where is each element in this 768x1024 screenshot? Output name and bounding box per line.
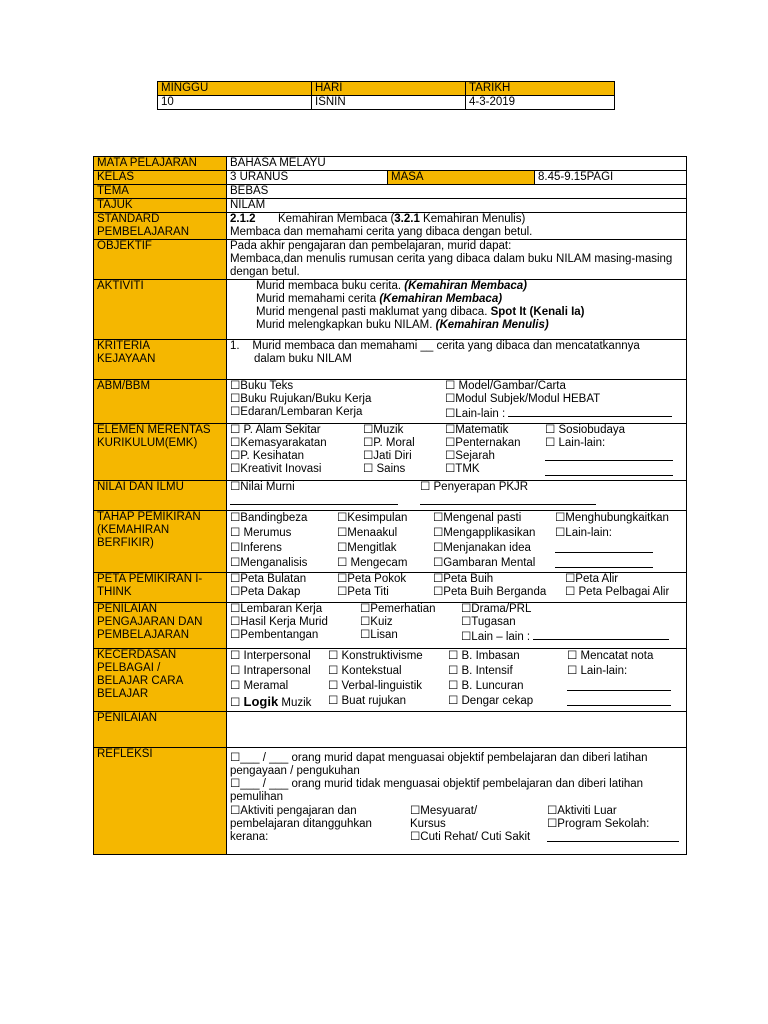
tahap-option[interactable]: ☐Lain-lain: [555,527,612,539]
label-tajuk: TAJUK [94,199,227,213]
label-kecerdasan-4: BELAJAR [97,688,149,700]
label-kriteria-2: KEJAYAAN [97,353,156,365]
tahap-blank-line [555,557,669,572]
value-peta [227,573,687,603]
tahap-option[interactable]: ☐Mengitlak [337,542,397,554]
emk-option[interactable]: ☐ Sosiobudaya [545,424,626,436]
label-objektif: OBJEKTIF [94,240,227,280]
refleksi-option[interactable]: ☐Aktiviti Luar [547,805,617,817]
label-kecerdasan-3: BELAJAR CARA [97,675,184,687]
emk-option[interactable]: ☐TMK [445,463,480,475]
kecerdasan-option[interactable]: ☐ Intrapersonal [230,665,311,677]
aktiviti-item: 2. Murid memahami cerita (Kemahiran Membaca) [256,293,683,306]
peta-option[interactable]: ☐Peta Buih Berganda [433,586,547,598]
kriteria-line-2: dalam buku NILAM [254,353,352,365]
kecerdasan-option[interactable]: ☐ Kontekstual [328,665,402,677]
tahap-option[interactable]: ☐Inferens [230,542,282,554]
kecerdasan-option[interactable]: ☐ Konstruktivisme [328,650,423,662]
nilai-blank-line [230,494,420,509]
abm-option[interactable]: ☐ Model/Gambar/Carta [445,380,566,392]
nilai-option[interactable]: ☐Nilai Murni [230,481,295,493]
penilaian-pdp-option[interactable]: ☐Pembentangan [230,629,319,641]
value-abm [227,380,687,424]
refleksi-option[interactable]: ☐Aktiviti pengajaran dan [230,805,357,817]
label-penilaian-pdp-1: PENILAIAN [97,603,158,615]
kecerdasan-option[interactable]: ☐ Logik Muzik [230,695,312,709]
value-tahap [227,511,687,573]
kriteria-line-1: 1. Murid membaca dan memahami __ cerita yang dibaca dan mencatatkannya [230,340,640,352]
peta-option[interactable]: ☐Peta Buih [433,573,494,585]
tahap-option[interactable]: ☐Menghubungkaitkan [555,512,669,524]
label-standard-1: STANDARD [97,213,160,225]
tahap-blank-line [555,542,669,557]
penilaian-pdp-option[interactable]: ☐Lembaran Kerja [230,603,323,615]
value-emk [227,424,687,481]
aktiviti-list [230,280,683,332]
label-peta-1: PETA PEMIKIRAN I- [97,573,203,585]
refleksi-option[interactable]: ☐Cuti Rehat/ Cuti Sakit [410,831,531,843]
lesson-plan-table [93,156,687,855]
kecerdasan-option[interactable]: ☐ B. Luncuran [448,680,524,692]
label-tahap [94,511,227,573]
header-table [157,81,615,110]
label-penilaian-pdp-2: PENGAJARAN DAN [97,616,203,628]
header-value-tarikh: 4-3-2019 [466,96,615,110]
header-value-hari: ISNIN [312,96,466,110]
peta-option[interactable]: ☐Peta Bulatan [230,573,307,585]
refleksi-blank-line [547,831,679,842]
kecerdasan-option[interactable]: ☐ Lain-lain: [567,665,628,677]
label-emk [94,424,227,481]
kecerdasan-option[interactable]: ☐ Verbal-linguistik [328,680,423,692]
peta-option[interactable]: ☐Peta Dakap [230,586,301,598]
emk-option[interactable]: ☐ P. Alam Sekitar [230,424,321,436]
label-kriteria-1: KRITERIA [97,340,151,352]
tahap-option[interactable]: ☐Gambaran Mental [433,557,536,569]
emk-option[interactable]: ☐Sejarah [445,450,495,462]
peta-option[interactable]: ☐Peta Pokok [337,573,407,585]
penilaian-pdp-option[interactable]: ☐Tugasan [461,616,516,628]
label-peta-2: THINK [97,586,132,598]
objektif-line-3: dengan betul. [230,266,300,278]
tahap-option[interactable]: ☐ Mengecam [337,557,408,569]
label-mata-pelajaran: MATA PELAJARAN [94,157,227,171]
label-masa: MASA [388,171,535,184]
value-tajuk: NILAM [227,199,687,213]
value-kecerdasan [227,649,687,712]
refleksi-line-4: pemulihan [230,791,284,803]
value-masa: 8.45-9.15PAGI [538,171,614,183]
emk-option[interactable]: ☐P. Kesihatan [230,450,305,462]
label-refleksi: REFLEKSI [94,748,227,855]
label-standard-2: PEMBELAJARAN [97,226,190,238]
value-tema: BEBAS [227,185,687,199]
peta-option[interactable]: ☐ Peta Pelbagai Alir [565,586,670,598]
label-abm: ABM/BBM [94,380,227,424]
value-objektif [227,240,687,280]
label-tema: TEMA [94,185,227,199]
emk-blank-line [545,450,673,465]
tahap-option[interactable]: ☐ Merumus [230,527,292,539]
header-label-tarikh: TARIKH [466,82,615,96]
value-aktiviti [227,280,687,340]
abm-option[interactable]: ☐Edaran/Lembaran Kerja [230,406,363,418]
label-penilaian-pdp [94,603,227,649]
abm-option[interactable]: ☐Buku Rujukan/Buku Kerja [230,393,372,405]
penilaian-pdp-option[interactable]: ☐Kuiz [360,616,393,628]
label-kecerdasan [94,649,227,712]
standard-line-1 [230,213,683,226]
tahap-option[interactable]: ☐Bandingbeza [230,512,308,524]
value-kelas: 3 URANUS [227,171,388,184]
label-standard [94,213,227,240]
nilai-option[interactable]: ☐ Penyerapan PKJR [420,481,529,493]
penilaian-pdp-option[interactable]: ☐Lisan [360,629,398,641]
kecerdasan-option[interactable]: ☐ B. Imbasan [448,650,520,662]
emk-option[interactable]: ☐Jati Diri [363,450,412,462]
peta-option[interactable]: ☐Peta Alir [565,573,619,585]
label-emk-1: ELEMEN MERENTAS [97,424,211,436]
objektif-line-2: Membaca,dan menulis rumusan cerita yang dibaca dalam buku NILAM masing-masing [230,253,673,265]
abm-option[interactable]: ☐Modul Subjek/Modul HEBAT [445,393,601,405]
objektif-line-1: Pada akhir pengajaran dan pembelajaran, murid dapat: [230,240,512,252]
penilaian-pdp-option[interactable]: ☐Lain – lain : [461,629,669,644]
label-kecerdasan-1: KECERDASAN [97,649,177,661]
standard-code-1: 2.1.2 [230,213,256,225]
kecerdasan-option[interactable]: ☐ Dengar cekap [448,695,534,707]
label-tahap-3: BERFIKIR) [97,537,154,549]
label-emk-2: KURIKULUM(EMK) [97,437,198,449]
emk-option[interactable]: ☐Penternakan [445,437,521,449]
label-nilai: NILAI DAN ILMU [94,481,227,511]
kecerdasan-option[interactable]: ☐ B. Intensif [448,665,513,677]
header-label-minggu: MINGGU [158,82,312,96]
kecerdasan-option[interactable]: ☐ Meramal [230,680,289,692]
nilai-blank-line [420,494,596,509]
tahap-option[interactable]: ☐Menaakul [337,527,398,539]
emk-option[interactable]: ☐ Sains [363,463,406,475]
refleksi-text: kerana: [230,831,269,843]
kecerdasan-option[interactable]: ☐ Buat rujukan [328,695,407,707]
value-penilaian-pdp [227,603,687,649]
label-kelas: KELAS [94,171,227,185]
penilaian-pdp-option[interactable]: ☐Drama/PRL [461,603,532,615]
kecerdasan-option[interactable]: ☐ Interpersonal [230,650,311,662]
header-value-minggu: 10 [158,96,312,110]
standard-code-2: 3.2.1 [394,213,420,225]
emk-blank-line [545,465,673,480]
label-kecerdasan-2: PELBAGAI / [97,662,161,674]
emk-option[interactable]: ☐Kreativit Inovasi [230,463,322,475]
aktiviti-item: 4. Murid melengkapkan buku NILAM. (Kemahiran Menulis) [256,319,683,332]
standard-line-2: Membaca dan memahami cerita yang dibaca dengan betul. [230,226,533,238]
refleksi-line-3[interactable]: ☐___ / ___ orang murid tidak menguasai objektif pembelajaran dan diberi latihan [230,778,644,790]
value-penilaian[interactable] [227,712,687,748]
standard-text-1: Kemahiran Membaca ( [277,213,395,225]
abm-option[interactable]: ☐Buku Teks [230,380,294,392]
emk-option[interactable]: ☐Muzik [363,424,404,436]
refleksi-text: pembelajaran ditangguhkan [230,818,372,830]
label-penilaian-pdp-3: PEMBELAJARAN [97,629,190,641]
emk-option[interactable]: ☐P. Moral [363,437,415,449]
value-mata-pelajaran: BAHASA MELAYU [227,157,687,171]
emk-option[interactable]: ☐Kemasyarakatan [230,437,327,449]
tahap-option[interactable]: ☐Mengenal pasti [433,512,522,524]
refleksi-line-1[interactable]: ☐___ / ___ orang murid dapat menguasai objektif pembelajaran dan diberi latihan [230,752,648,764]
standard-text-2: Kemahiran Menulis) [419,213,526,225]
value-standard [227,213,687,240]
kecerdasan-blank-line [567,695,671,710]
value-refleksi [227,748,687,855]
emk-option[interactable]: ☐Matematik [445,424,509,436]
tahap-option[interactable]: ☐Mengapplikasikan [433,527,536,539]
tahap-option[interactable]: ☐Kesimpulan [337,512,408,524]
abm-option[interactable]: ☐Lain-lain : [445,406,672,421]
refleksi-option[interactable]: ☐Program Sekolah: [547,818,650,830]
header-label-hari: HARI [312,82,466,96]
kelas-cell [227,171,687,185]
label-penilaian: PENILAIAN [94,712,227,748]
label-tahap-2: (KEMAHIRAN [97,524,170,536]
refleksi-text: Kursus [410,818,446,830]
label-aktiviti: AKTIVITI [94,280,227,340]
peta-option[interactable]: ☐Peta Titi [337,586,389,598]
value-kriteria [227,340,687,380]
kecerdasan-blank-line [567,680,671,695]
tahap-option[interactable]: ☐Menjanakan idea [433,542,531,554]
refleksi-line-2: pengayaan / pengukuhan [230,765,360,777]
tahap-option[interactable]: ☐Menganalisis [230,557,308,569]
penilaian-pdp-option[interactable]: ☐Pemerhatian [360,603,436,615]
refleksi-option[interactable]: ☐Mesyuarat/ [410,805,478,817]
value-nilai [227,481,687,511]
kecerdasan-option[interactable]: ☐ Mencatat nota [567,650,654,662]
label-kriteria [94,340,227,380]
aktiviti-item: 1. Murid membaca buku cerita. (Kemahiran Membaca) [256,280,683,293]
penilaian-pdp-option[interactable]: ☐Hasil Kerja Murid [230,616,328,628]
aktiviti-item: 3. Murid mengenal pasti maklumat yang dibaca. Spot It (Kenali Ia) [256,306,683,319]
label-tahap-1: TAHAP PEMIKIRAN [97,511,201,523]
label-peta [94,573,227,603]
emk-option[interactable]: ☐ Lain-lain: [545,437,606,449]
